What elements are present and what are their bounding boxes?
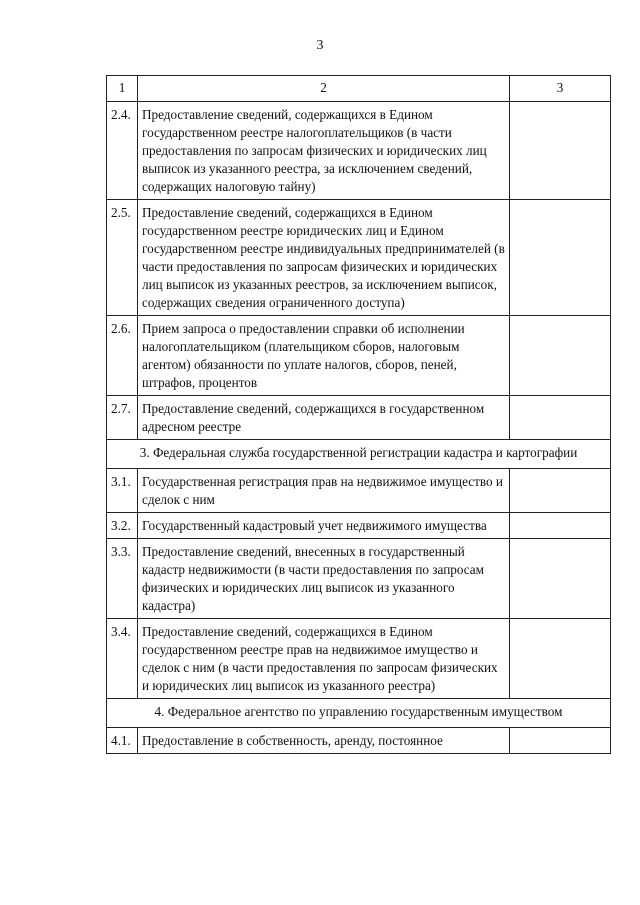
section-heading-row xyxy=(107,699,611,728)
table-row xyxy=(107,469,611,513)
row-empty-cell xyxy=(510,102,611,200)
row-empty-cell xyxy=(510,619,611,699)
section-heading: 3. Федеральная служба государственной регистрации кадастра и картографии xyxy=(107,440,611,469)
row-number: 3.1. xyxy=(107,469,138,513)
table-row xyxy=(107,396,611,440)
section-heading: 4. Федеральное агентство по управлению государственным имуществом xyxy=(107,699,611,728)
header-cell-1: 1 xyxy=(107,76,138,102)
row-text: Предоставление сведений, содержащихся в Едином государственном реестре налогоплательщиков (в части предоставления по запросам физических и юридических лиц выписок из указанного реестра, за исключением сведений, содержащих налоговую тайну) xyxy=(138,102,510,200)
row-text: Предоставление сведений, содержащихся в государственном адресном реестре xyxy=(138,396,510,440)
row-empty-cell xyxy=(510,316,611,396)
row-number: 2.6. xyxy=(107,316,138,396)
row-number: 4.1. xyxy=(107,728,138,754)
row-empty-cell xyxy=(510,539,611,619)
row-text: Предоставление сведений, содержащихся в Едином государственном реестре прав на недвижимое имущество и сделок с ним (в части предоставления по запросам физических и юридических лиц выписок из указанного реестра) xyxy=(138,619,510,699)
services-table xyxy=(106,75,611,754)
row-number: 3.3. xyxy=(107,539,138,619)
table-row xyxy=(107,619,611,699)
header-cell-2: 2 xyxy=(138,76,510,102)
page-number: 3 xyxy=(316,38,324,53)
row-number: 3.2. xyxy=(107,513,138,539)
table-row xyxy=(107,316,611,396)
row-number: 2.5. xyxy=(107,200,138,316)
table-row xyxy=(107,513,611,539)
table-header-row xyxy=(107,76,611,102)
row-text: Предоставление сведений, внесенных в государственный кадастр недвижимости (в части предоставления по запросам физических и юридических лиц выписок из указанного кадастра) xyxy=(138,539,510,619)
table-row xyxy=(107,728,611,754)
row-text: Государственный кадастровый учет недвижимого имущества xyxy=(138,513,510,539)
row-number: 3.4. xyxy=(107,619,138,699)
row-text: Прием запроса о предоставлении справки об исполнении налогоплательщиком (плательщиком сборов, налоговым агентом) обязанности по уплате налогов, сборов, пеней, штрафов, процентов xyxy=(138,316,510,396)
row-empty-cell xyxy=(510,200,611,316)
row-empty-cell xyxy=(510,396,611,440)
section-heading-row xyxy=(107,440,611,469)
row-number: 2.7. xyxy=(107,396,138,440)
table-row xyxy=(107,539,611,619)
row-empty-cell xyxy=(510,728,611,754)
row-text: Предоставление в собственность, аренду, постоянное xyxy=(138,728,510,754)
row-number: 2.4. xyxy=(107,102,138,200)
header-cell-3: 3 xyxy=(510,76,611,102)
row-text: Государственная регистрация прав на недвижимое имущество и сделок с ним xyxy=(138,469,510,513)
table-row xyxy=(107,102,611,200)
row-empty-cell xyxy=(510,469,611,513)
table-row xyxy=(107,200,611,316)
row-empty-cell xyxy=(510,513,611,539)
row-text: Предоставление сведений, содержащихся в Едином государственном реестре юридических лиц и Едином государственном реестре индивидуальных предпринимателей (в части предоставления по запросам физических и юридических лиц выписок из указанных реестров, за исключением выписок, содержащих сведения ограниченного доступа) xyxy=(138,200,510,316)
